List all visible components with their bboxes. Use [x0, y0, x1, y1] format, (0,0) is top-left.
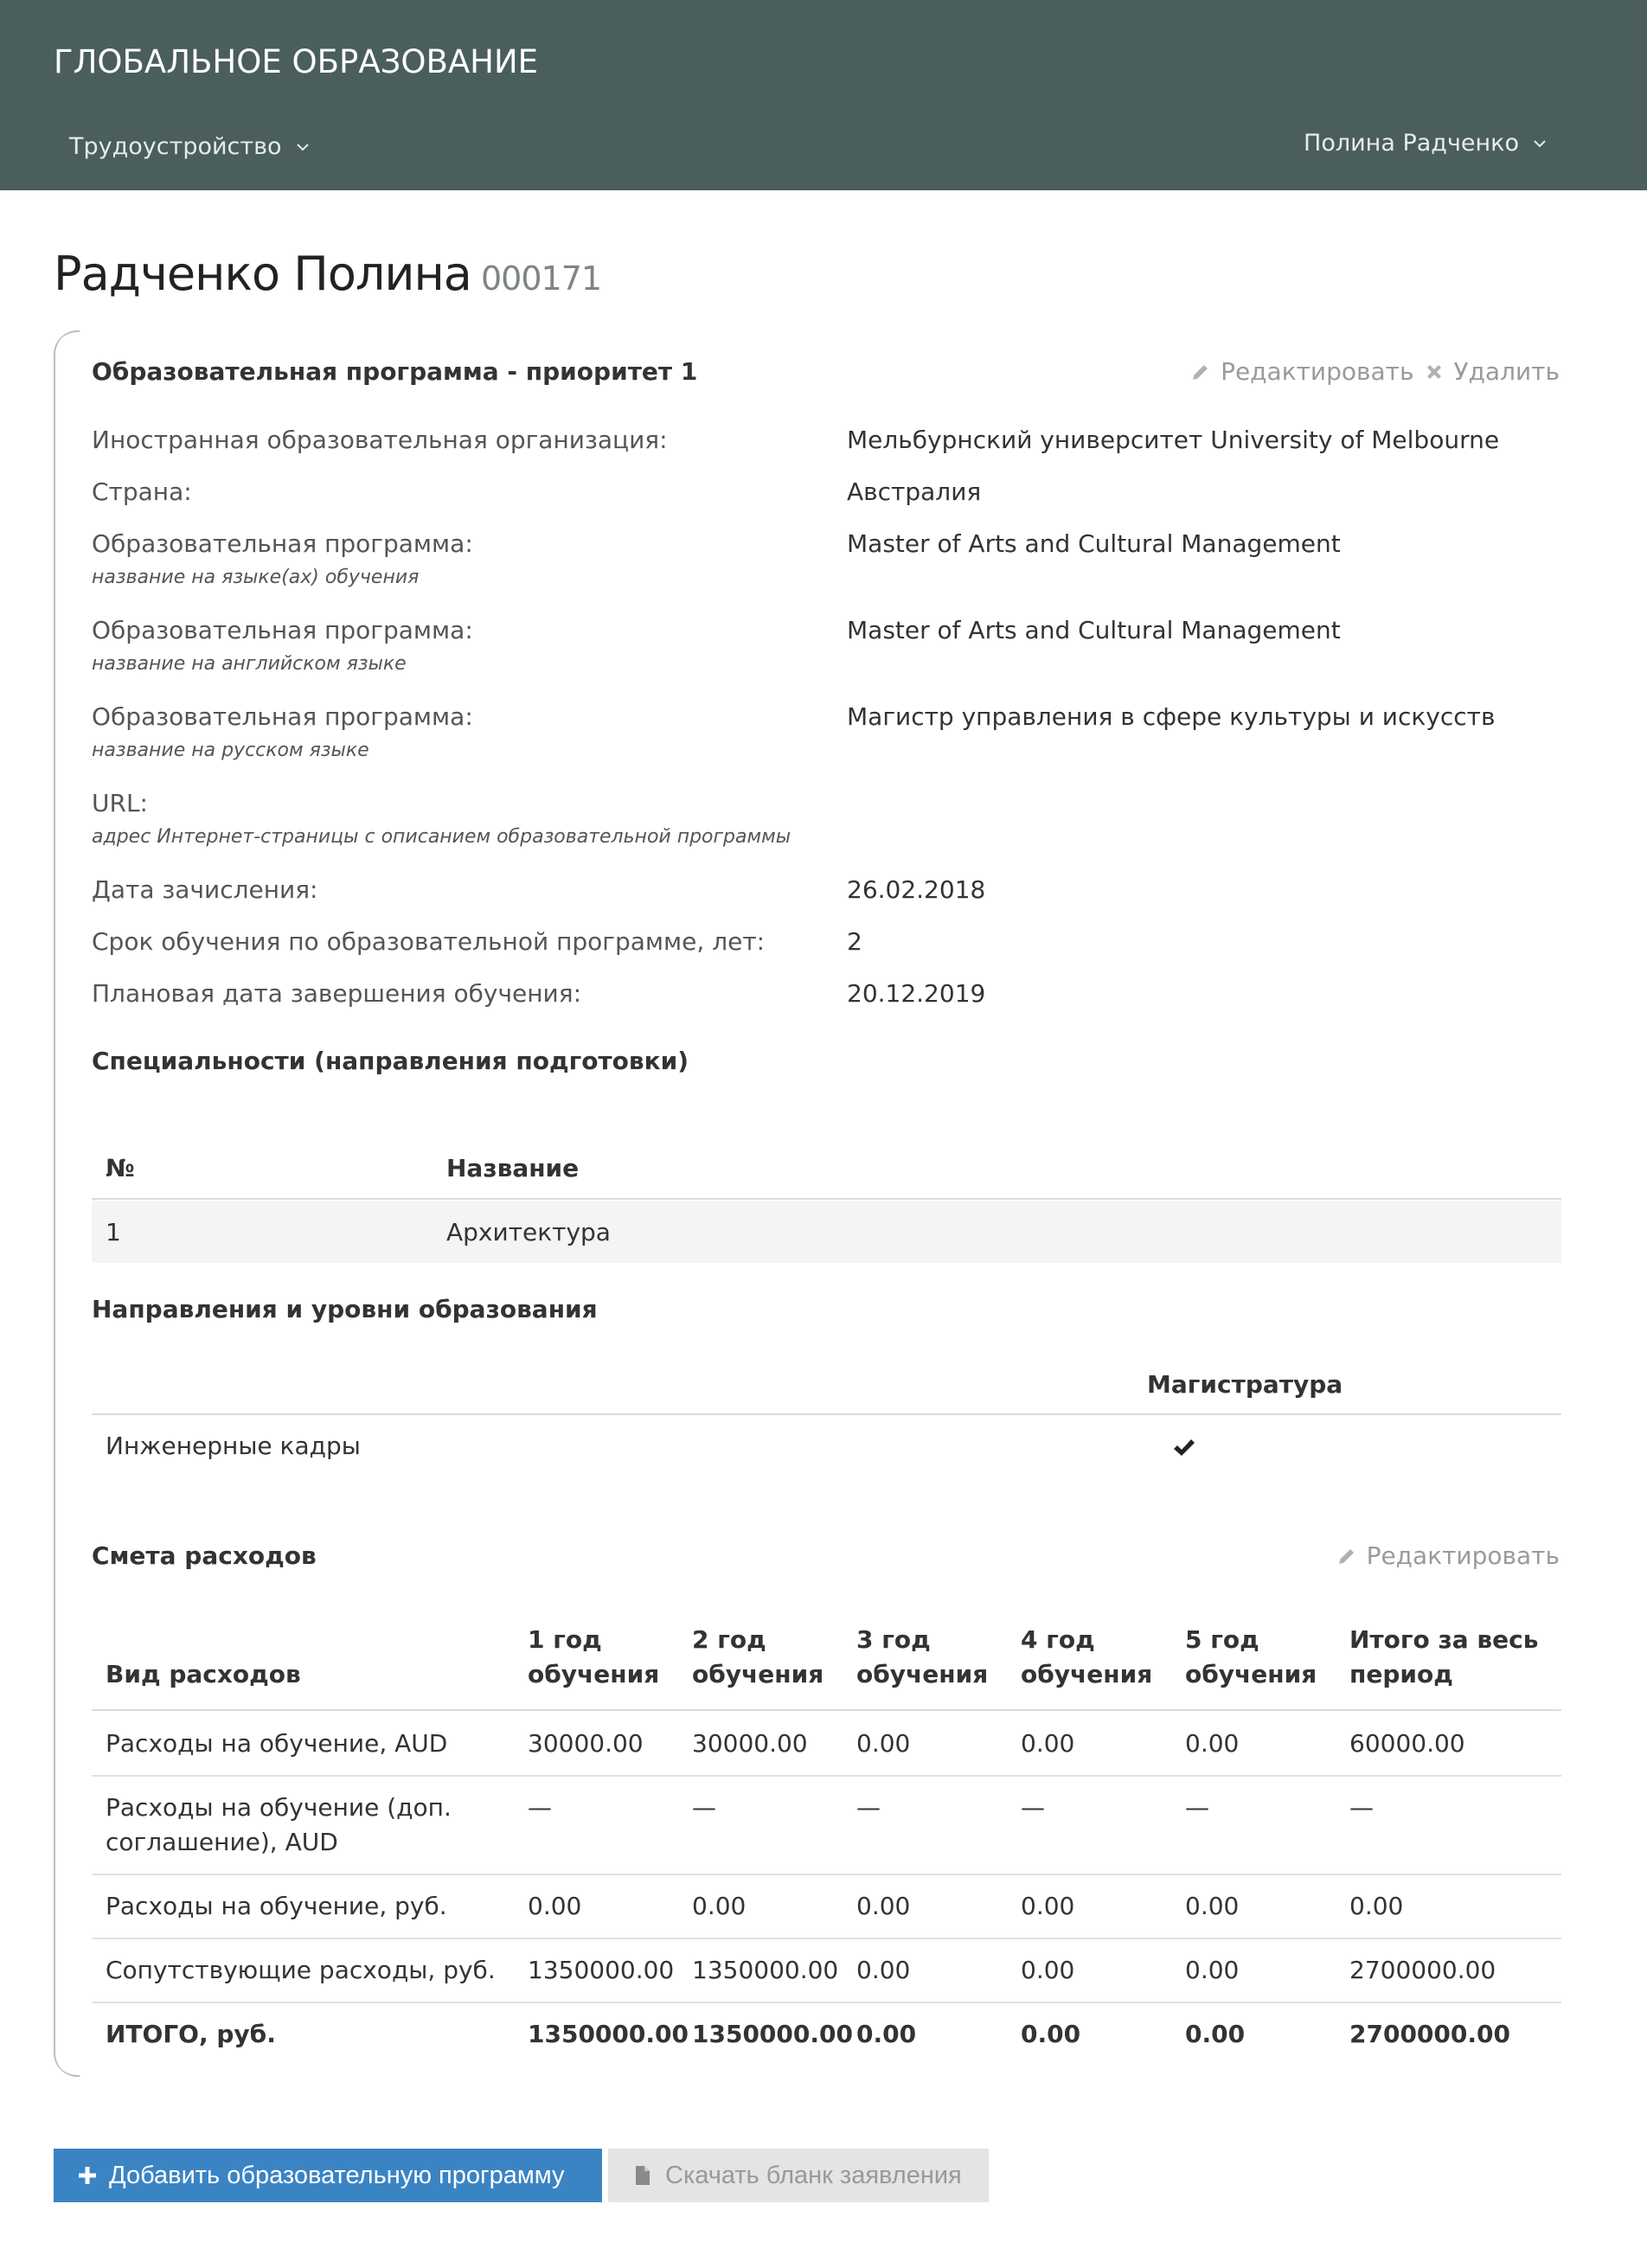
- expense-value: 30000.00: [692, 1729, 808, 1758]
- expenses-col-year2: [692, 1623, 824, 1692]
- expense-value: 1350000.00: [528, 1956, 675, 1984]
- expenses-title: Смета расходов: [92, 1541, 317, 1570]
- checkmark-icon: [1172, 1437, 1196, 1459]
- table-row: [92, 1939, 1561, 2003]
- expense-value: 0.00: [1021, 1729, 1075, 1758]
- prop-value-organization: Мельбурнский университет University of Melbourne: [847, 426, 1500, 454]
- plus-icon: [78, 2166, 97, 2185]
- table-row: [92, 1201, 1561, 1263]
- expenses-col-total: [1349, 1623, 1538, 1692]
- expenses-col-year1: [528, 1623, 659, 1692]
- expenses-col-total-line2: период: [1349, 1660, 1453, 1688]
- expense-value: 0.00: [528, 1892, 582, 1920]
- expenses-table-header: [92, 1605, 1561, 1711]
- edit-expenses-button[interactable]: [1336, 1541, 1560, 1570]
- program-card: [54, 330, 1560, 2077]
- expense-value: 0.00: [692, 1892, 747, 1920]
- expense-name-line2: соглашение), AUD: [106, 1828, 338, 1856]
- chevron-down-icon: [1531, 135, 1548, 152]
- expense-total-value: 0.00: [856, 2020, 917, 2048]
- expenses-col-year4-line2: обучения: [1021, 1660, 1153, 1688]
- prop-value-program-native: Master of Arts and Cultural Management: [847, 529, 1341, 558]
- top-navbar: [0, 0, 1647, 190]
- expense-total-value: 2700000.00: [1349, 2020, 1510, 2048]
- prop-label-organization: Иностранная образовательная организация:: [92, 426, 668, 454]
- table-row: [92, 1416, 1561, 1480]
- expense-name: Сопутствующие расходы, руб.: [106, 1956, 496, 1984]
- program-actions: [1189, 357, 1560, 386]
- nav-menu-employment[interactable]: [69, 133, 311, 160]
- expenses-col-year3-line2: обучения: [856, 1660, 989, 1688]
- expenses-col-year5: [1185, 1623, 1317, 1692]
- expense-value: 2700000.00: [1349, 1956, 1496, 1984]
- expense-value: 0.00: [1021, 1956, 1075, 1984]
- expense-value: 0.00: [1185, 1956, 1240, 1984]
- prop-label-duration: Срок обучения по образовательной программе, лет:: [92, 927, 766, 956]
- table-row: [92, 1713, 1561, 1777]
- program-title: Образовательная программа - приоритет 1: [92, 357, 698, 386]
- prop-value-planned-end: 20.12.2019: [847, 979, 986, 1008]
- expense-value: 0.00: [1021, 1892, 1075, 1920]
- prop-label-enrollment-date: Дата зачисления:: [92, 875, 318, 904]
- expense-value: —: [1185, 1793, 1209, 1822]
- prop-value-duration: 2: [847, 927, 862, 956]
- specialties-table-header: [92, 1131, 1561, 1200]
- expense-total-value: 1350000.00: [692, 2020, 853, 2048]
- file-icon: [634, 2165, 651, 2186]
- edit-program-button[interactable]: [1189, 357, 1413, 386]
- delete-program-button[interactable]: [1423, 357, 1560, 386]
- expense-value: 0.00: [1185, 1892, 1240, 1920]
- close-icon: [1423, 361, 1445, 383]
- expense-value: —: [1021, 1793, 1045, 1822]
- expense-value: 0.00: [856, 1956, 911, 1984]
- specialty-name: Архитектура: [446, 1218, 611, 1246]
- expense-value: —: [856, 1793, 881, 1822]
- expenses-col-year5-line1: 5 год: [1185, 1625, 1259, 1654]
- specialties-title: Специальности (направления подготовки): [92, 1047, 689, 1075]
- expense-value: 1350000.00: [692, 1956, 839, 1984]
- nav-menu-label: Трудоустройство: [69, 133, 282, 160]
- add-program-label: Добавить образовательную программу: [109, 2161, 565, 2189]
- expenses-col-year4-line1: 4 год: [1021, 1625, 1095, 1654]
- download-form-label: Скачать бланк заявления: [665, 2161, 962, 2189]
- chevron-down-icon: [294, 138, 311, 156]
- pencil-icon: [1189, 361, 1212, 383]
- specialties-col-name: Название: [446, 1154, 580, 1182]
- table-row: [92, 1875, 1561, 1939]
- expense-value: 30000.00: [528, 1729, 644, 1758]
- expense-name: Расходы на обучение (доп.: [106, 1793, 452, 1822]
- page-title: Радченко Полина: [54, 247, 471, 301]
- expenses-col-year1-line2: обучения: [528, 1660, 660, 1688]
- edit-expenses-label: Редактировать: [1366, 1541, 1560, 1570]
- expense-value: 0.00: [856, 1729, 911, 1758]
- expense-value: 0.00: [1349, 1892, 1404, 1920]
- expenses-col-year2-line2: обучения: [692, 1660, 824, 1688]
- prop-label-url: URL:: [92, 789, 148, 817]
- prop-label-planned-end: Плановая дата завершения обучения:: [92, 979, 582, 1008]
- directions-col-masters: Магистратура: [1147, 1370, 1343, 1399]
- prop-value-enrollment-date: 26.02.2018: [847, 875, 986, 904]
- expenses-col-type: Вид расходов: [106, 1660, 301, 1688]
- directions-table-header: [92, 1321, 1561, 1415]
- expense-name: Расходы на обучение, руб.: [106, 1892, 447, 1920]
- direction-name: Инженерные кадры: [106, 1432, 361, 1460]
- expenses-col-year5-line2: обучения: [1185, 1660, 1317, 1688]
- expenses-col-year3-line1: 3 год: [856, 1625, 931, 1654]
- prop-value-country: Австралия: [847, 477, 982, 506]
- prop-sub-program-russian: название на русском языке: [92, 740, 369, 761]
- prop-sub-program-native: название на языке(ах) обучения: [92, 567, 420, 588]
- download-form-button[interactable]: [608, 2149, 989, 2202]
- expense-value: —: [528, 1793, 552, 1822]
- prop-label-program-russian: Образовательная программа:: [92, 702, 473, 731]
- expense-total-name: ИТОГО, руб.: [106, 2020, 276, 2048]
- user-menu-label: Полина Радченко: [1304, 130, 1519, 157]
- expense-total-value: 0.00: [1021, 2020, 1081, 2048]
- prop-label-country: Страна:: [92, 477, 192, 506]
- expense-value: 0.00: [856, 1892, 911, 1920]
- expenses-actions: [1336, 1541, 1560, 1570]
- table-row: [92, 1777, 1561, 1875]
- expense-total-value: 1350000.00: [528, 2020, 689, 2048]
- directions-title: Направления и уровни образования: [92, 1295, 598, 1323]
- expenses-col-total-line1: Итого за весь: [1349, 1625, 1539, 1654]
- expense-value: 60000.00: [1349, 1729, 1465, 1758]
- table-row-total: [92, 2003, 1561, 2067]
- prop-value-program-english: Master of Arts and Cultural Management: [847, 616, 1341, 644]
- specialties-col-number: №: [106, 1154, 135, 1182]
- record-id: 000171: [481, 259, 602, 298]
- expense-value: —: [692, 1793, 716, 1822]
- expense-name: Расходы на обучение, AUD: [106, 1729, 448, 1758]
- prop-value-program-russian: Магистр управления в сфере культуры и искусств: [847, 702, 1496, 731]
- specialty-number: 1: [106, 1218, 121, 1246]
- expenses-col-year3: [856, 1623, 988, 1692]
- expenses-col-year2-line1: 2 год: [692, 1625, 766, 1654]
- edit-program-label: Редактировать: [1221, 357, 1414, 386]
- prop-sub-program-english: название на английском языке: [92, 653, 407, 675]
- expense-value: 0.00: [1185, 1729, 1240, 1758]
- add-program-button[interactable]: [54, 2149, 602, 2202]
- prop-sub-url: адрес Интернет-страницы с описанием образовательной программы: [92, 826, 791, 848]
- brand-title[interactable]: ГЛОБАЛЬНОЕ ОБРАЗОВАНИЕ: [54, 43, 539, 80]
- prop-label-program-english: Образовательная программа:: [92, 616, 473, 644]
- delete-program-label: Удалить: [1453, 357, 1560, 386]
- user-menu[interactable]: [1304, 130, 1548, 157]
- pencil-icon: [1336, 1545, 1358, 1567]
- expense-total-value: 0.00: [1185, 2020, 1246, 2048]
- expenses-col-year4: [1021, 1623, 1152, 1692]
- prop-label-program-native: Образовательная программа:: [92, 529, 473, 558]
- expense-value: —: [1349, 1793, 1374, 1822]
- expenses-col-year1-line1: 1 год: [528, 1625, 602, 1654]
